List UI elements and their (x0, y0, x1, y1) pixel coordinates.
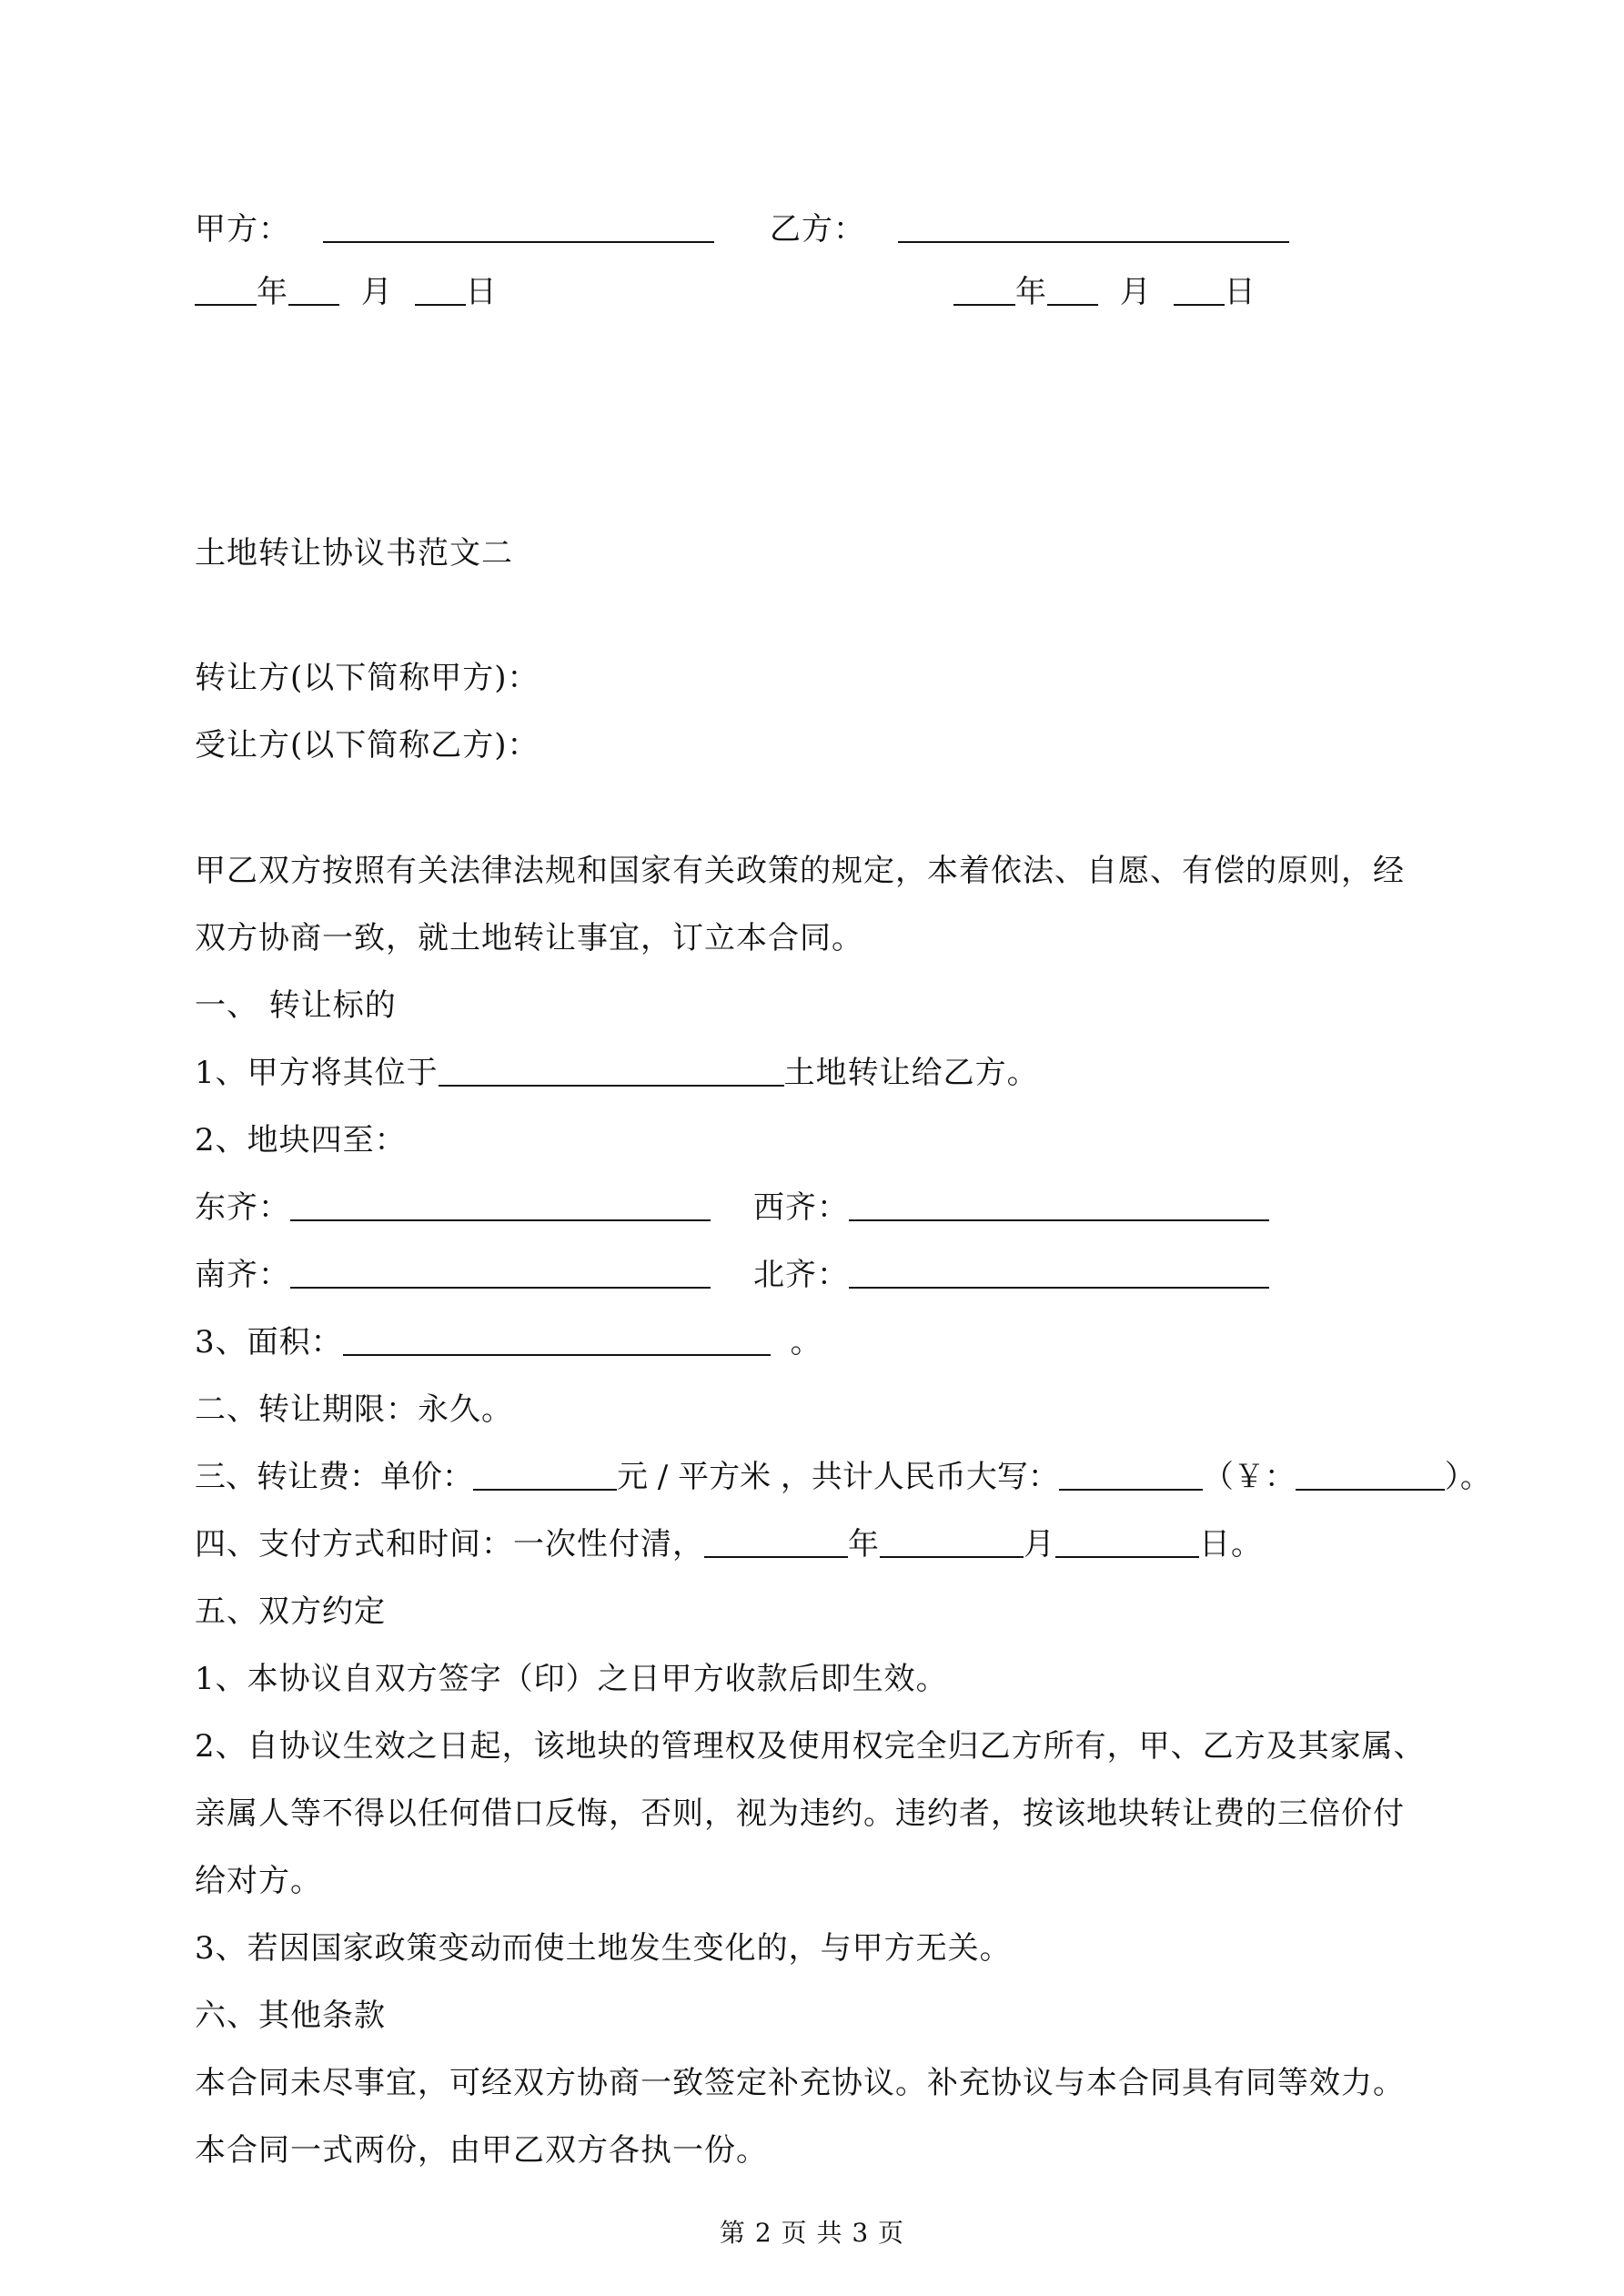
party-a-day-blank[interactable] (415, 277, 466, 306)
party-b-day-label: 日 (1224, 274, 1256, 310)
section5-item2-line2: 亲属人等不得以任何借口反悔，否则，视为违约。违约者，按该地块转让费的三倍价付 (195, 1795, 1405, 1832)
south-blank[interactable] (290, 1259, 711, 1289)
amount-number-blank[interactable] (1296, 1462, 1445, 1491)
payment-day-blank[interactable] (1055, 1529, 1199, 1558)
section1-heading: 一、 转让标的 (195, 987, 397, 1024)
section3-line (195, 1459, 1491, 1495)
party-b-year-blank[interactable] (953, 277, 1015, 306)
location-blank[interactable] (439, 1057, 784, 1087)
party-b-label: 乙方： (770, 211, 865, 248)
section5-item3: 3、若因国家政策变动而使土地发生变化的，与甲方无关。 (195, 1930, 1012, 1967)
payment-month-blank[interactable] (880, 1529, 1024, 1558)
section1-item3 (195, 1324, 822, 1360)
party-b-year-label: 年 (1015, 274, 1047, 310)
section5-heading: 五、双方约定 (195, 1593, 386, 1630)
payment-year-blank[interactable] (704, 1529, 848, 1558)
transferee-line: 受让方(以下简称乙方)： (195, 727, 540, 764)
party-a-date-line (195, 274, 498, 310)
section2-line: 二、转让期限：永久。 (195, 1391, 513, 1428)
party-a-year-label: 年 (257, 274, 288, 310)
north-label: 北齐： (753, 1257, 849, 1293)
payment-prefix: 四、支付方式和时间：一次性付清， (195, 1526, 704, 1563)
item1-prefix: 1、甲方将其位于 (195, 1055, 439, 1091)
party-b-sign-line (770, 211, 1289, 248)
section1-item2: 2、地块四至： (195, 1122, 407, 1158)
payment-month-label: 月 (1024, 1526, 1055, 1563)
intro-line-2: 双方协商一致，就土地转让事宜，订立本合同。 (195, 920, 863, 956)
east-label: 东齐： (195, 1189, 290, 1226)
document-title: 土地转让协议书范文二 (195, 535, 513, 571)
intro-line-1: 甲乙双方按照有关法律法规和国家有关政策的规定，本着依法、自愿、有偿的原则，经 (195, 853, 1405, 889)
east-blank[interactable] (290, 1192, 711, 1221)
unit-price-blank[interactable] (473, 1462, 617, 1491)
amount-words-blank[interactable] (1059, 1462, 1203, 1491)
east-boundary (195, 1189, 711, 1226)
fee-close: ）。 (1444, 1459, 1491, 1495)
party-b-month-label: 月 (1119, 274, 1152, 310)
fee-prefix: 三、转让费：单价： (195, 1459, 473, 1495)
area-suffix: 。 (790, 1324, 822, 1360)
fee-unit-text: 元 / 平方米 ，共计人民币大写： (617, 1459, 1059, 1495)
party-b-date-line (953, 274, 1256, 310)
south-label: 南齐： (195, 1257, 290, 1293)
section5-item1: 1、本协议自双方签字（印）之日甲方收款后即生效。 (195, 1661, 948, 1697)
payment-year-label: 年 (848, 1526, 880, 1563)
payment-day-label: 日。 (1199, 1526, 1263, 1563)
party-a-day-label: 日 (465, 274, 498, 310)
party-a-year-blank[interactable] (195, 277, 257, 306)
section5-item2-line3: 给对方。 (195, 1863, 322, 1899)
transferor-line: 转让方(以下简称甲方)： (195, 660, 540, 696)
west-blank[interactable] (849, 1192, 1269, 1221)
party-a-month-label: 月 (360, 274, 393, 310)
area-label: 3、面积： (195, 1324, 343, 1360)
section6-line2: 本合同一式两份，由甲乙双方各执一份。 (195, 2132, 768, 2169)
fee-yuan-open: （￥： (1202, 1459, 1296, 1495)
section4-line (195, 1526, 1263, 1563)
section1-item1 (195, 1055, 1039, 1091)
party-a-month-blank[interactable] (288, 277, 339, 306)
party-b-month-blank[interactable] (1047, 277, 1098, 306)
party-a-label: 甲方： (195, 211, 290, 248)
west-label: 西齐： (753, 1189, 849, 1226)
area-blank[interactable] (343, 1327, 771, 1356)
section6-heading: 六、其他条款 (195, 1998, 386, 2034)
item1-suffix: 土地转让给乙方。 (783, 1055, 1039, 1091)
west-boundary (753, 1189, 1269, 1226)
section6-line1: 本合同未尽事宜，可经双方协商一致签定补充协议。补充协议与本合同具有同等效力。 (195, 2065, 1405, 2101)
party-a-sign-line (195, 211, 714, 248)
page-number-footer: 第 2 页 共 3 页 (719, 2218, 905, 2248)
party-b-blank[interactable] (898, 214, 1289, 243)
party-b-day-blank[interactable] (1174, 277, 1225, 306)
north-blank[interactable] (849, 1259, 1269, 1289)
party-a-blank[interactable] (323, 214, 714, 243)
south-boundary (195, 1257, 711, 1293)
north-boundary (753, 1257, 1269, 1293)
section5-item2-line1: 2、自协议生效之日起，该地块的管理权及使用权完全归乙方所有，甲、乙方及其家属、 (195, 1728, 1426, 1765)
